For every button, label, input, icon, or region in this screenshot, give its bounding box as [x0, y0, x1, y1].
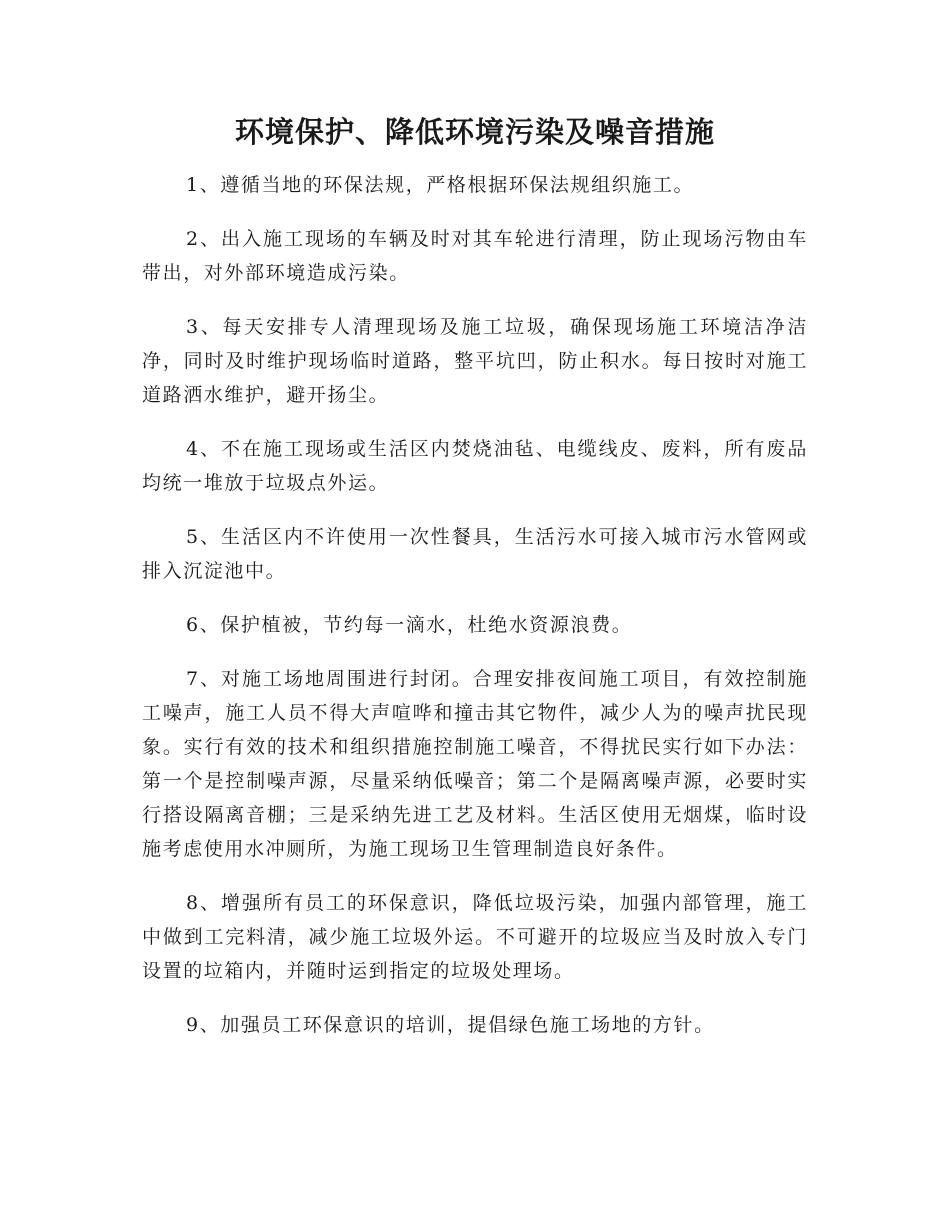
- paragraph-1: 1、遵循当地的环保法规，严格根据环保法规组织施工。: [186, 174, 695, 196]
- paragraph-4: 4、不在施工现场或生活区内焚烧油毡、电缆线皮、废料，所有废品均统一堆放于垃圾点外运。: [142, 438, 808, 494]
- paragraph-3: 3、每天安排专人清理现场及施工垃圾，确保现场施工环境洁净洁净，同时及时维护现场临时道路，整平坑凹，防止积水。每日按时对施工道路洒水维护，避开扬尘。: [142, 316, 808, 406]
- paragraph-8: 8、增强所有员工的环保意识，降低垃圾污染，加强内部管理，施工中做到工完料清，减少施工垃圾外运。不可避开的垃圾应当及时放入专门设置的垃箱内，并随时运到指定的垃圾处理场。: [142, 892, 808, 982]
- paragraph-6: 6、保护植被，节约每一滴水，杜绝水资源浪费。: [186, 614, 633, 636]
- paragraph-9: 9、加强员工环保意识的培训，提倡绿色施工场地的方针。: [186, 1014, 715, 1036]
- document-title: 环境保护、降低环境污染及噪音措施: [234, 115, 715, 149]
- paragraph-2: 2、出入施工现场的车辆及时对其车轮进行清理，防止现场污物由车带出，对外部环境造成污染。: [142, 228, 808, 284]
- paragraph-7: 7、对施工场地周围进行封闭。合理安排夜间施工项目，有效控制施工噪声，施工人员不得大声喧哗和撞击其它物件，减少人为的噪声扰民现象。实行有效的技术和组织措施控制施工噪音，不得扰民实行如下办法：第一个是控制噪声源，尽量采纳低噪音；第二个是隔离噪声源，必要时实行搭设隔离音棚；三是采纳先进工艺及材料。生活区使用无烟煤，临时设施考虑使用水冲厕所，为施工现场卫生管理制造良好条件。: [142, 668, 808, 860]
- document-body: [142, 168, 808, 1062]
- paragraph-5: 5、生活区内不许使用一次性餐具，生活污水可接入城市污水管网或排入沉淀池中。: [142, 526, 808, 582]
